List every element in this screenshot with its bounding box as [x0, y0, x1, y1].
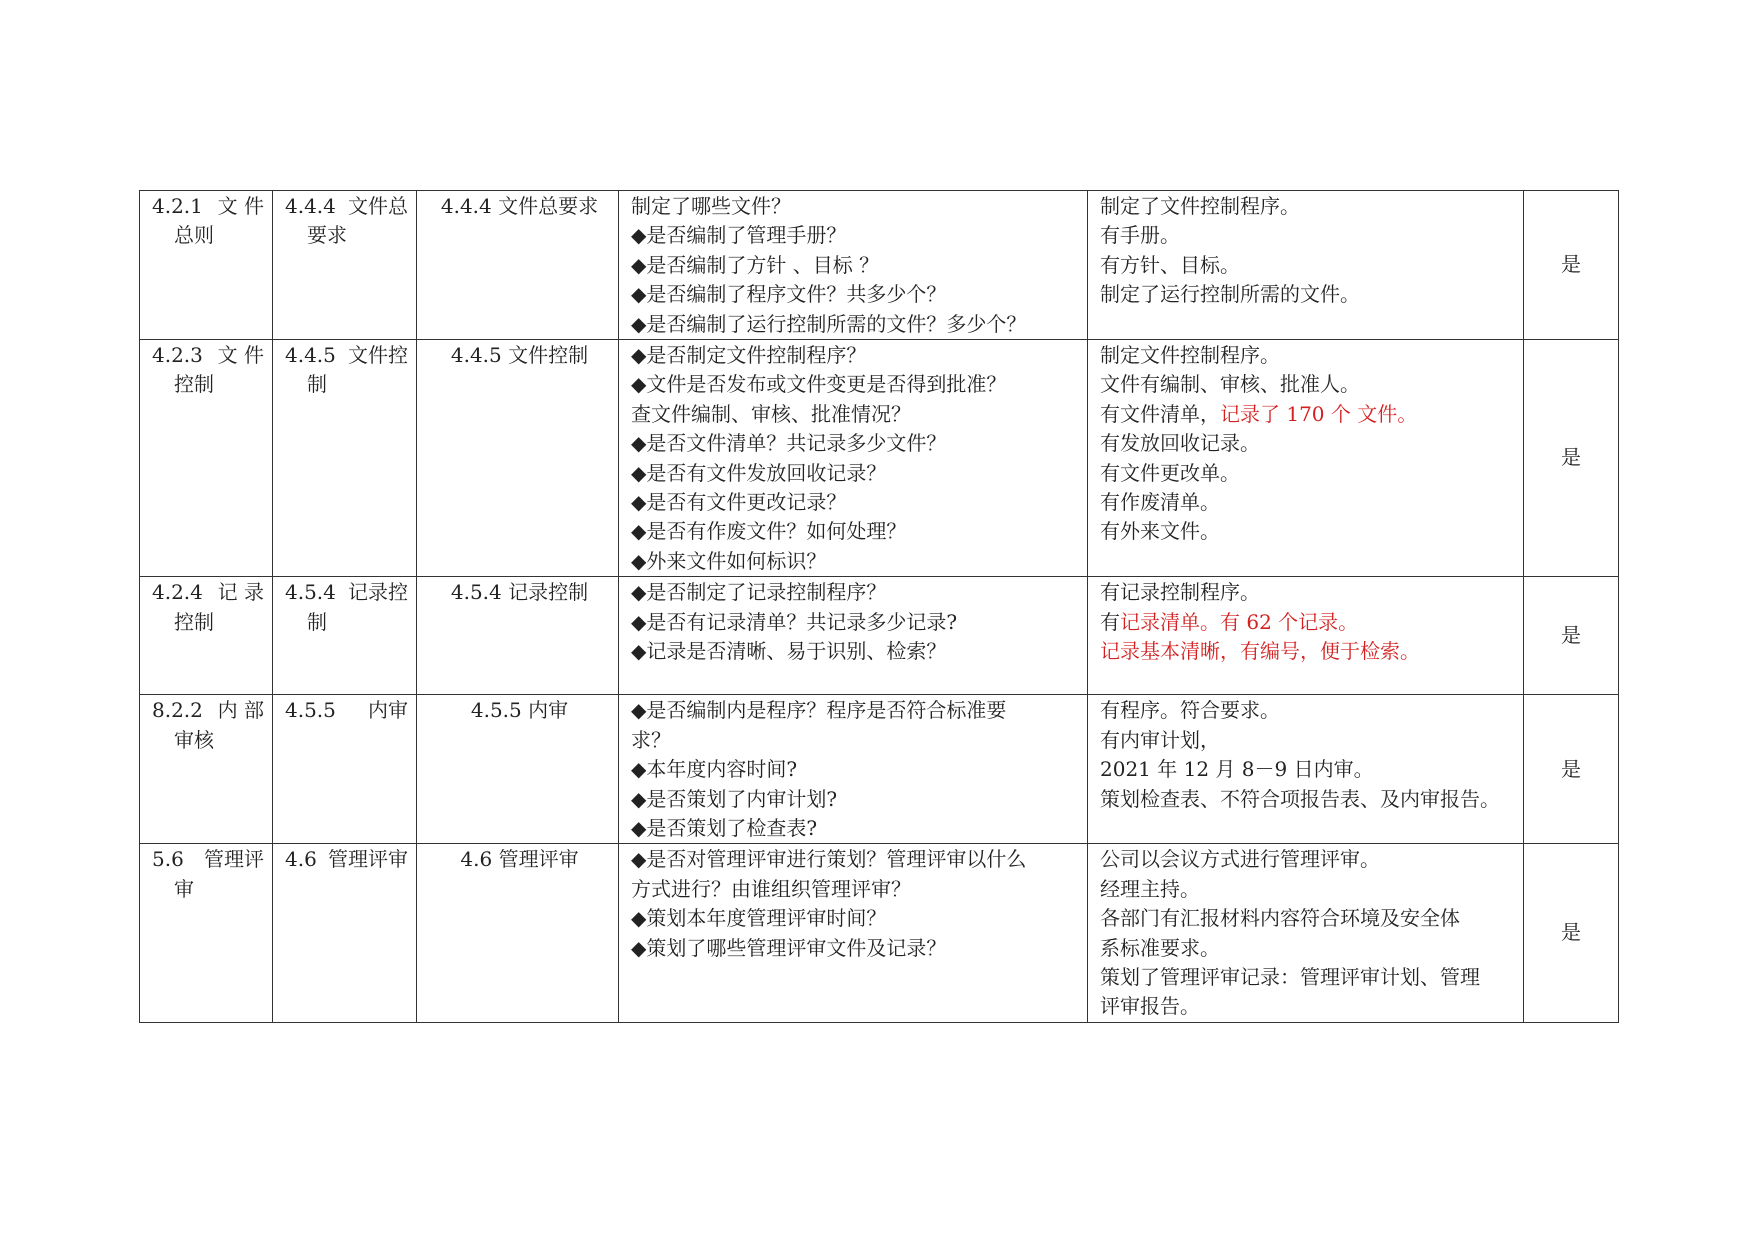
table-row	[140, 844, 1619, 1022]
questions-cell	[619, 695, 1088, 844]
question-line: ◆是否策划了内审计划?	[631, 786, 838, 811]
questions-cell	[619, 340, 1088, 577]
clause-title-tail: 审	[174, 876, 194, 901]
standard-number: 4.4.5	[285, 343, 336, 368]
standard-heading	[285, 578, 408, 607]
standard-heading	[285, 845, 408, 874]
finding-text: 策划了管理评审记录：管理评审计划、管理	[1100, 964, 1480, 989]
finding-line	[1100, 755, 1515, 784]
result-mark: 是	[1561, 920, 1581, 945]
finding-line	[1100, 370, 1515, 399]
finding-line	[1100, 578, 1515, 607]
item-text: 4.4.5 文件控制	[450, 343, 589, 368]
item-text: 4.4.4 文件总要求	[440, 194, 599, 218]
finding-line	[1100, 726, 1515, 755]
finding-text: 有	[1100, 609, 1120, 634]
finding-text: 系标准要求。	[1100, 935, 1220, 960]
finding-text: 有内审计划，	[1100, 727, 1220, 752]
finding-line	[1100, 192, 1515, 221]
clause-title-head: 文 件	[217, 194, 264, 218]
question-line: ◆是否编制内是程序？程序是否符合标准要	[631, 698, 1007, 723]
finding-text: 有记录控制程序。	[1100, 580, 1260, 605]
clause-heading	[152, 192, 264, 221]
table-row	[140, 577, 1619, 695]
item-cell	[417, 695, 619, 844]
finding-line	[1100, 845, 1515, 874]
question-line: ◆是否有作废文件？如何处理？	[631, 519, 907, 544]
question-line: ◆是否对管理评审进行策划？管理评审以什么	[631, 847, 1027, 872]
questions-cell	[619, 577, 1088, 695]
findings-cell	[1088, 191, 1524, 340]
standard-title-head: 管理评审	[328, 847, 408, 872]
question-line: 制定了哪些文件？	[631, 194, 791, 218]
finding-text: 制定了文件控制程序。	[1100, 194, 1300, 218]
standard-heading	[285, 192, 408, 221]
clause-title-tail: 审核	[174, 727, 214, 752]
clause-number: 8.2.2	[152, 698, 203, 723]
standard-title-tail: 制	[307, 372, 327, 397]
finding-text: 有发放回收记录。	[1100, 431, 1260, 456]
question-line: ◆是否有文件更改记录？	[631, 490, 847, 515]
finding-text: 制定文件控制程序。	[1100, 343, 1280, 368]
item-cell	[417, 191, 619, 340]
finding-line	[1100, 400, 1515, 429]
standard-title-tail: 要求	[307, 223, 347, 248]
clause-heading	[152, 341, 264, 370]
item-text: 4.6 管理评审	[460, 847, 579, 872]
finding-text: 有文件更改单。	[1100, 460, 1240, 485]
finding-line	[1100, 341, 1515, 370]
result-mark: 是	[1561, 756, 1581, 781]
findings-cell	[1088, 695, 1524, 844]
findings-cell	[1088, 844, 1524, 1022]
question-line: ◆记录是否清晰、易于识别、检索？	[631, 639, 947, 664]
question-line: 求？	[631, 727, 671, 752]
finding-text: 各部门有汇报材料内容符合环境及安全体	[1100, 906, 1460, 931]
finding-line	[1100, 904, 1515, 933]
findings-cell	[1088, 340, 1524, 577]
question-line: ◆是否有文件发放回收记录？	[631, 460, 887, 485]
finding-line	[1100, 280, 1515, 309]
finding-text: 有外来文件。	[1100, 519, 1220, 544]
question-line: ◆是否制定了记录控制程序？	[631, 580, 887, 605]
standard-heading	[285, 341, 408, 370]
standard-cell	[273, 577, 417, 695]
finding-line	[1100, 934, 1515, 963]
clause-title-tail: 总则	[174, 223, 214, 248]
finding-highlight: 记录了 170 个 文件。	[1220, 401, 1418, 426]
clause-heading	[152, 696, 264, 725]
result-cell	[1524, 191, 1619, 340]
item-text: 4.5.4 记录控制	[450, 580, 589, 605]
clause-number: 4.2.3	[152, 343, 203, 368]
finding-text: 有作废清单。	[1100, 490, 1220, 515]
standard-heading	[285, 696, 408, 725]
result-mark: 是	[1561, 252, 1581, 277]
finding-text: 2021 年 12 月 8－9 日内审。	[1100, 757, 1374, 782]
finding-highlight: 记录基本清晰，有编号，便于检索。	[1100, 639, 1420, 664]
result-cell	[1524, 577, 1619, 695]
clause-cell	[140, 844, 273, 1022]
standard-title-head: 文件总	[348, 194, 408, 218]
question-line: 方式进行？由谁组织管理评审？	[631, 876, 911, 901]
clause-number: 5.6	[152, 847, 184, 872]
questions-cell	[619, 191, 1088, 340]
question-line: ◆本年度内容时间?	[631, 757, 798, 782]
finding-text: 制定了运行控制所需的文件。	[1100, 282, 1360, 307]
finding-line	[1100, 992, 1515, 1021]
question-line: ◆外来文件如何标识？	[631, 548, 827, 573]
question-line: ◆是否编制了程序文件？共多少个？	[631, 282, 947, 307]
clause-title-head: 文 件	[217, 343, 264, 368]
clause-number: 4.2.4	[152, 580, 203, 605]
finding-line	[1100, 221, 1515, 250]
standard-cell	[273, 695, 417, 844]
finding-line	[1100, 459, 1515, 488]
table-row	[140, 191, 1619, 340]
result-mark: 是	[1561, 623, 1581, 648]
question-line: ◆策划本年度管理评审时间？	[631, 906, 887, 931]
finding-text: 有手册。	[1100, 223, 1180, 248]
standard-title-head: 记录控	[348, 580, 408, 605]
finding-line	[1100, 517, 1515, 546]
standard-number: 4.5.5	[285, 698, 336, 723]
standard-cell	[273, 191, 417, 340]
table-row	[140, 695, 1619, 844]
clause-number: 4.2.1	[152, 194, 203, 218]
finding-highlight: 记录清单。有 62 个记录。	[1120, 609, 1359, 634]
clause-title-tail: 控制	[174, 372, 214, 397]
item-text: 4.5.5 内审	[470, 698, 569, 723]
question-line: ◆是否编制了运行控制所需的文件？多少个？	[631, 311, 1027, 336]
finding-line	[1100, 696, 1515, 725]
table-row	[140, 340, 1619, 577]
finding-line	[1100, 637, 1515, 666]
item-cell	[417, 577, 619, 695]
standard-title-head: 文件控	[348, 343, 408, 368]
standard-cell	[273, 844, 417, 1022]
finding-text: 有方针、目标。	[1100, 252, 1240, 277]
standard-number: 4.6	[285, 847, 317, 872]
result-cell	[1524, 844, 1619, 1022]
clause-cell	[140, 340, 273, 577]
result-mark: 是	[1561, 445, 1581, 470]
question-line: 查文件编制、审核、批准情况？	[631, 401, 911, 426]
question-line: ◆是否策划了检查表?	[631, 815, 818, 840]
clause-heading	[152, 845, 264, 874]
finding-line	[1100, 875, 1515, 904]
finding-line	[1100, 488, 1515, 517]
finding-line	[1100, 608, 1515, 637]
standard-number: 4.4.4	[285, 194, 336, 218]
question-line: ◆文件是否发布或文件变更是否得到批准？	[631, 372, 1007, 397]
audit-table	[139, 190, 1619, 1023]
clause-cell	[140, 577, 273, 695]
clause-cell	[140, 191, 273, 340]
question-line: ◆是否制定文件控制程序？	[631, 343, 867, 368]
question-line: ◆是否文件清单？共记录多少文件？	[631, 431, 947, 456]
question-line: ◆策划了哪些管理评审文件及记录？	[631, 935, 947, 960]
clause-title-head: 内 部	[217, 698, 264, 723]
questions-cell	[619, 844, 1088, 1022]
standard-cell	[273, 340, 417, 577]
finding-line	[1100, 785, 1515, 814]
finding-text: 文件有编制、审核、批准人。	[1100, 372, 1360, 397]
finding-text: 经理主持。	[1100, 876, 1200, 901]
finding-text: 有文件清单，	[1100, 401, 1220, 426]
question-line: ◆是否有记录清单？共记录多少记录?	[631, 609, 958, 634]
clause-title-head: 管理评	[204, 847, 264, 872]
result-cell	[1524, 695, 1619, 844]
finding-text: 公司以会议方式进行管理评审。	[1100, 847, 1380, 872]
finding-line	[1100, 963, 1515, 992]
result-cell	[1524, 340, 1619, 577]
clause-title-tail: 控制	[174, 609, 214, 634]
standard-number: 4.5.4	[285, 580, 336, 605]
standard-title-tail: 制	[307, 609, 327, 634]
finding-text: 有程序。符合要求。	[1100, 698, 1280, 723]
question-line: ◆是否编制了管理手册？	[631, 223, 847, 248]
clause-cell	[140, 695, 273, 844]
findings-cell	[1088, 577, 1524, 695]
clause-title-head: 记 录	[217, 580, 264, 605]
audit-table-body	[140, 191, 1619, 1023]
finding-line	[1100, 429, 1515, 458]
finding-line	[1100, 251, 1515, 280]
question-line: ◆是否编制了方针 、目标 ？	[631, 252, 880, 277]
item-cell	[417, 844, 619, 1022]
item-cell	[417, 340, 619, 577]
finding-text: 评审报告。	[1100, 994, 1200, 1019]
clause-heading	[152, 578, 264, 607]
standard-title-head: 内审	[368, 698, 408, 723]
finding-text: 策划检查表、不符合项报告表、及内审报告。	[1100, 786, 1500, 811]
